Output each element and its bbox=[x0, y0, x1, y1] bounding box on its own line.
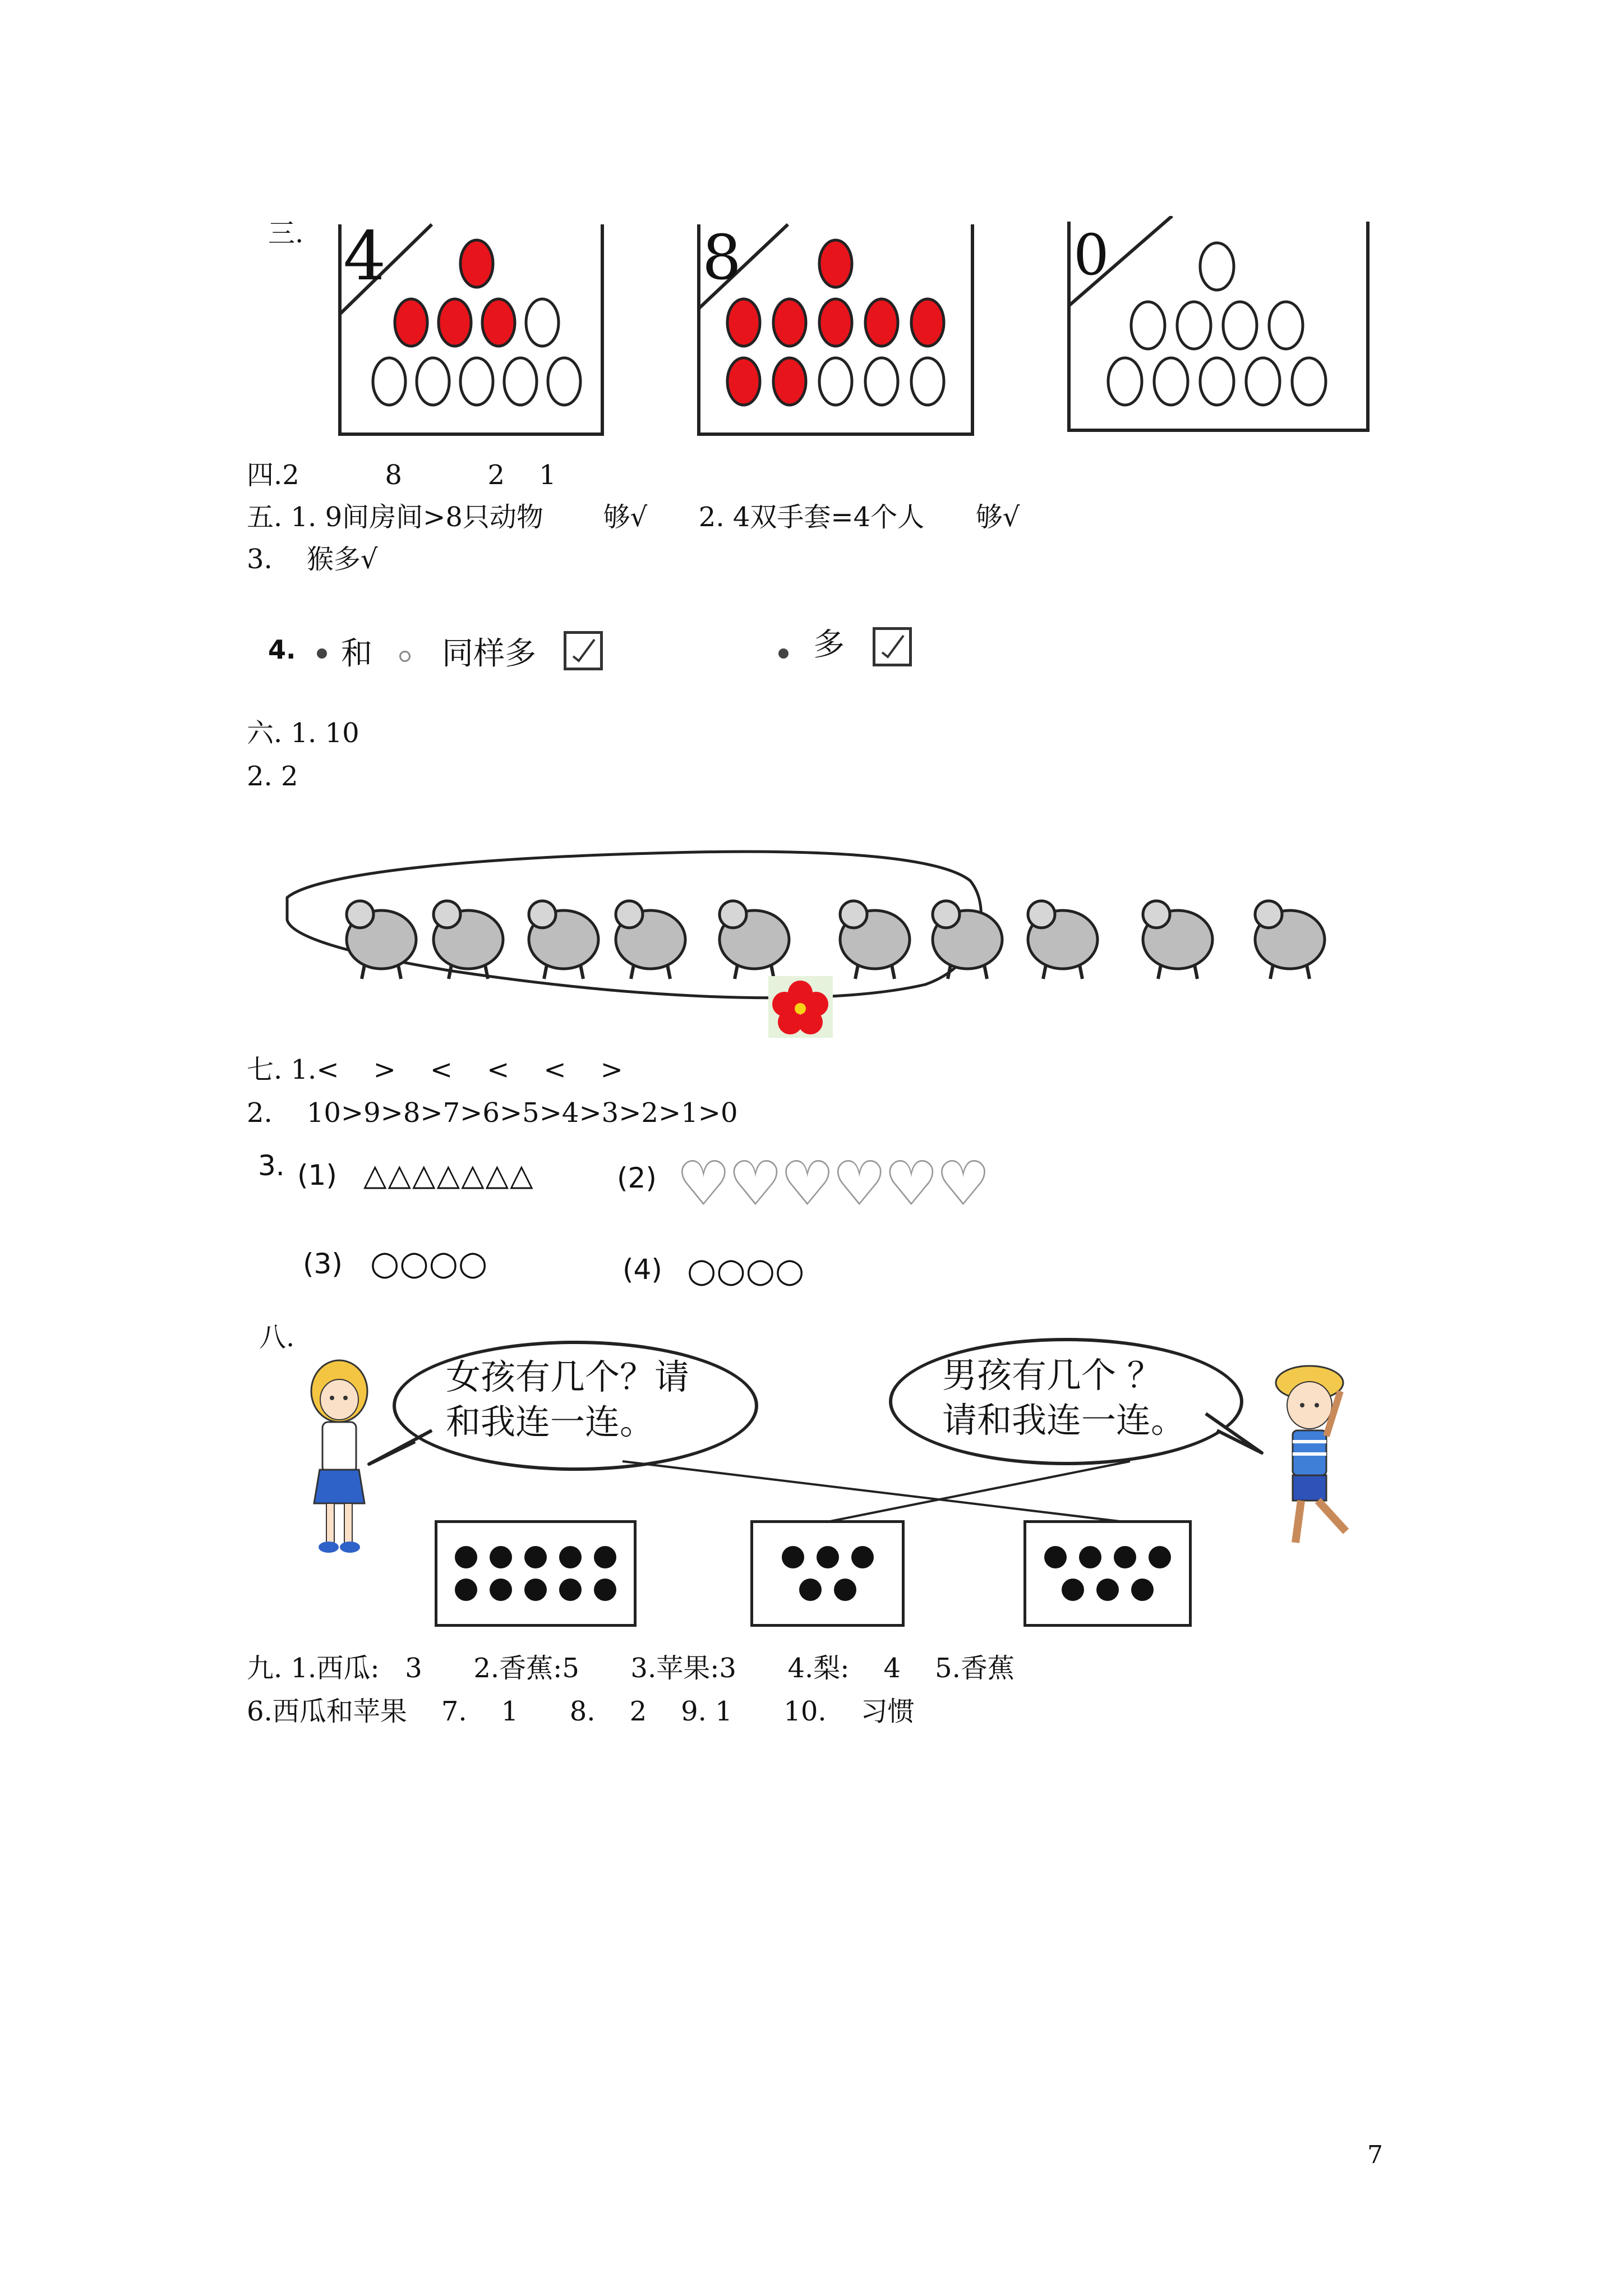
dot-group bbox=[776, 1534, 879, 1613]
empty-oval bbox=[373, 358, 405, 405]
empty-oval bbox=[1200, 243, 1234, 290]
dot bbox=[1114, 1546, 1136, 1568]
check-mark-icon bbox=[875, 630, 909, 664]
frog-icon bbox=[606, 886, 695, 982]
dot bbox=[1044, 1546, 1067, 1568]
q4-number: 4. bbox=[268, 634, 296, 665]
dot bbox=[851, 1546, 874, 1568]
empty-oval bbox=[1108, 358, 1142, 405]
check-box-1 bbox=[564, 631, 603, 670]
dot-box-2 bbox=[750, 1520, 905, 1627]
q4-same: 同样多 bbox=[442, 636, 536, 672]
filled-oval bbox=[439, 299, 471, 346]
section-5-line2: 3. 猴多√ bbox=[247, 544, 378, 575]
empty-oval bbox=[417, 358, 449, 405]
empty-oval bbox=[1200, 358, 1234, 405]
dot bbox=[524, 1546, 547, 1568]
section-8-label: 八. bbox=[259, 1322, 295, 1353]
empty-oval bbox=[1177, 302, 1211, 349]
dot bbox=[1131, 1579, 1154, 1601]
empty-oval bbox=[1246, 358, 1280, 405]
box-number: 8 bbox=[702, 222, 741, 293]
q3-hearts: ♡♡♡♡♡♡ bbox=[676, 1148, 988, 1220]
empty-oval bbox=[1154, 358, 1188, 405]
dot bbox=[455, 1546, 477, 1568]
deer-icon bbox=[519, 886, 608, 982]
filled-oval bbox=[727, 358, 760, 405]
dot bbox=[799, 1579, 822, 1601]
empty-oval bbox=[526, 299, 559, 346]
dot bbox=[834, 1579, 856, 1601]
filled-oval bbox=[773, 299, 806, 346]
dot bbox=[490, 1546, 512, 1568]
dot bbox=[594, 1579, 616, 1601]
box-number: 4 bbox=[343, 218, 386, 296]
check-mark-icon bbox=[566, 634, 600, 668]
empty-oval bbox=[1223, 302, 1257, 349]
section-7-line2: 2. 10>9>8>7>6>5>4>3>2>1>0 bbox=[247, 1097, 738, 1129]
section-5-line1: 五. 1. 9间房间>8只动物 够√ 2. 4双手套=4个人 够√ bbox=[247, 501, 1020, 533]
dot bbox=[490, 1579, 512, 1601]
section-3-label: 三. bbox=[268, 218, 304, 249]
dot bbox=[594, 1546, 616, 1568]
filled-oval bbox=[773, 358, 806, 405]
animals-row bbox=[280, 836, 1380, 1038]
filled-oval bbox=[819, 240, 852, 287]
empty-oval bbox=[1292, 358, 1326, 405]
q3-circles-4: ○○○○ bbox=[687, 1251, 805, 1290]
q3-p3-label: (3) bbox=[303, 1248, 343, 1280]
empty-oval bbox=[865, 358, 898, 405]
q4-more: 多 bbox=[813, 627, 845, 663]
empty-oval bbox=[1131, 302, 1165, 349]
girl-bubble-tail bbox=[365, 1425, 443, 1470]
empty-oval bbox=[460, 358, 493, 405]
section-4-answers: 四.2 8 2 1 bbox=[247, 459, 556, 491]
empty-oval bbox=[819, 358, 852, 405]
bird-icon bbox=[709, 886, 799, 982]
section-9-line2: 6.西瓜和苹果 7. 1 8. 2 9. 1 10. 习惯 bbox=[247, 1696, 915, 1727]
counting-ovals bbox=[373, 240, 580, 405]
boy-figure bbox=[1256, 1358, 1368, 1559]
small-circle-icon bbox=[399, 651, 411, 662]
cat-icon bbox=[336, 886, 426, 982]
check-box-2 bbox=[873, 627, 912, 666]
filled-oval bbox=[865, 299, 898, 346]
box-number: 0 bbox=[1073, 222, 1109, 288]
q3-p1-label: (1) bbox=[297, 1159, 337, 1191]
small-dot-icon bbox=[778, 648, 789, 659]
dot bbox=[1149, 1546, 1171, 1568]
girl-bubble-text: 女孩有几个？请 和我连一连。 bbox=[446, 1356, 690, 1442]
page-number: 7 bbox=[1367, 2141, 1383, 2169]
dot bbox=[1062, 1579, 1084, 1601]
section-6-line1: 六. 1. 10 bbox=[247, 717, 359, 749]
dot bbox=[559, 1546, 582, 1568]
counting-box-3 bbox=[1066, 216, 1371, 435]
q3-number: 3. bbox=[258, 1149, 285, 1182]
q3-circles-3: ○○○○ bbox=[370, 1244, 488, 1283]
filled-oval bbox=[911, 299, 944, 346]
section-6-line2: 2. 2 bbox=[247, 761, 298, 792]
dot-box-3 bbox=[1023, 1520, 1192, 1627]
squirrel-icon bbox=[830, 886, 920, 982]
counting-box-frame bbox=[1066, 216, 1371, 435]
small-dot-icon bbox=[317, 648, 327, 659]
filled-oval bbox=[819, 299, 852, 346]
counting-ovals bbox=[1108, 243, 1326, 405]
filled-oval bbox=[482, 299, 515, 346]
red-flower-icon bbox=[768, 976, 833, 1038]
section-9-line1: 九. 1.西瓜: 3 2.香蕉:5 3.苹果:3 4.梨: 4 5.香蕉 bbox=[247, 1653, 1015, 1684]
counting-box-2 bbox=[695, 219, 976, 438]
empty-oval bbox=[504, 358, 537, 405]
dot bbox=[524, 1579, 547, 1601]
elephant-icon bbox=[423, 886, 513, 982]
dot bbox=[782, 1546, 804, 1568]
boy-bubble-text: 男孩有几个 ？ 请和我连一连。 bbox=[942, 1355, 1186, 1441]
matching-lines bbox=[617, 1456, 1178, 1529]
dot bbox=[559, 1579, 582, 1601]
dot bbox=[1079, 1546, 1101, 1568]
filled-oval bbox=[727, 299, 760, 346]
filled-oval bbox=[460, 240, 493, 287]
section-7-line1: 七. 1.< > < < < > bbox=[247, 1054, 623, 1085]
filled-oval bbox=[395, 299, 427, 346]
panda-icon bbox=[1245, 886, 1335, 982]
dot bbox=[455, 1579, 477, 1601]
dot-box-1 bbox=[435, 1520, 637, 1627]
empty-oval bbox=[911, 358, 944, 405]
q3-triangles: △△△△△△△ bbox=[363, 1157, 534, 1193]
dog-icon bbox=[923, 886, 1012, 982]
dot bbox=[1096, 1579, 1119, 1601]
empty-oval bbox=[1269, 302, 1303, 349]
q3-p4-label: (4) bbox=[623, 1253, 662, 1286]
counting-ovals bbox=[727, 240, 944, 405]
dot-group bbox=[449, 1534, 623, 1613]
dot-group bbox=[1043, 1534, 1172, 1613]
q3-p2-label: (2) bbox=[617, 1162, 657, 1194]
dot bbox=[817, 1546, 839, 1568]
q4-and: 和 bbox=[341, 636, 372, 672]
empty-oval bbox=[548, 358, 580, 405]
counting-box-1 bbox=[336, 219, 606, 438]
butterfly-icon bbox=[1018, 886, 1108, 982]
monkey-icon bbox=[1133, 886, 1223, 982]
